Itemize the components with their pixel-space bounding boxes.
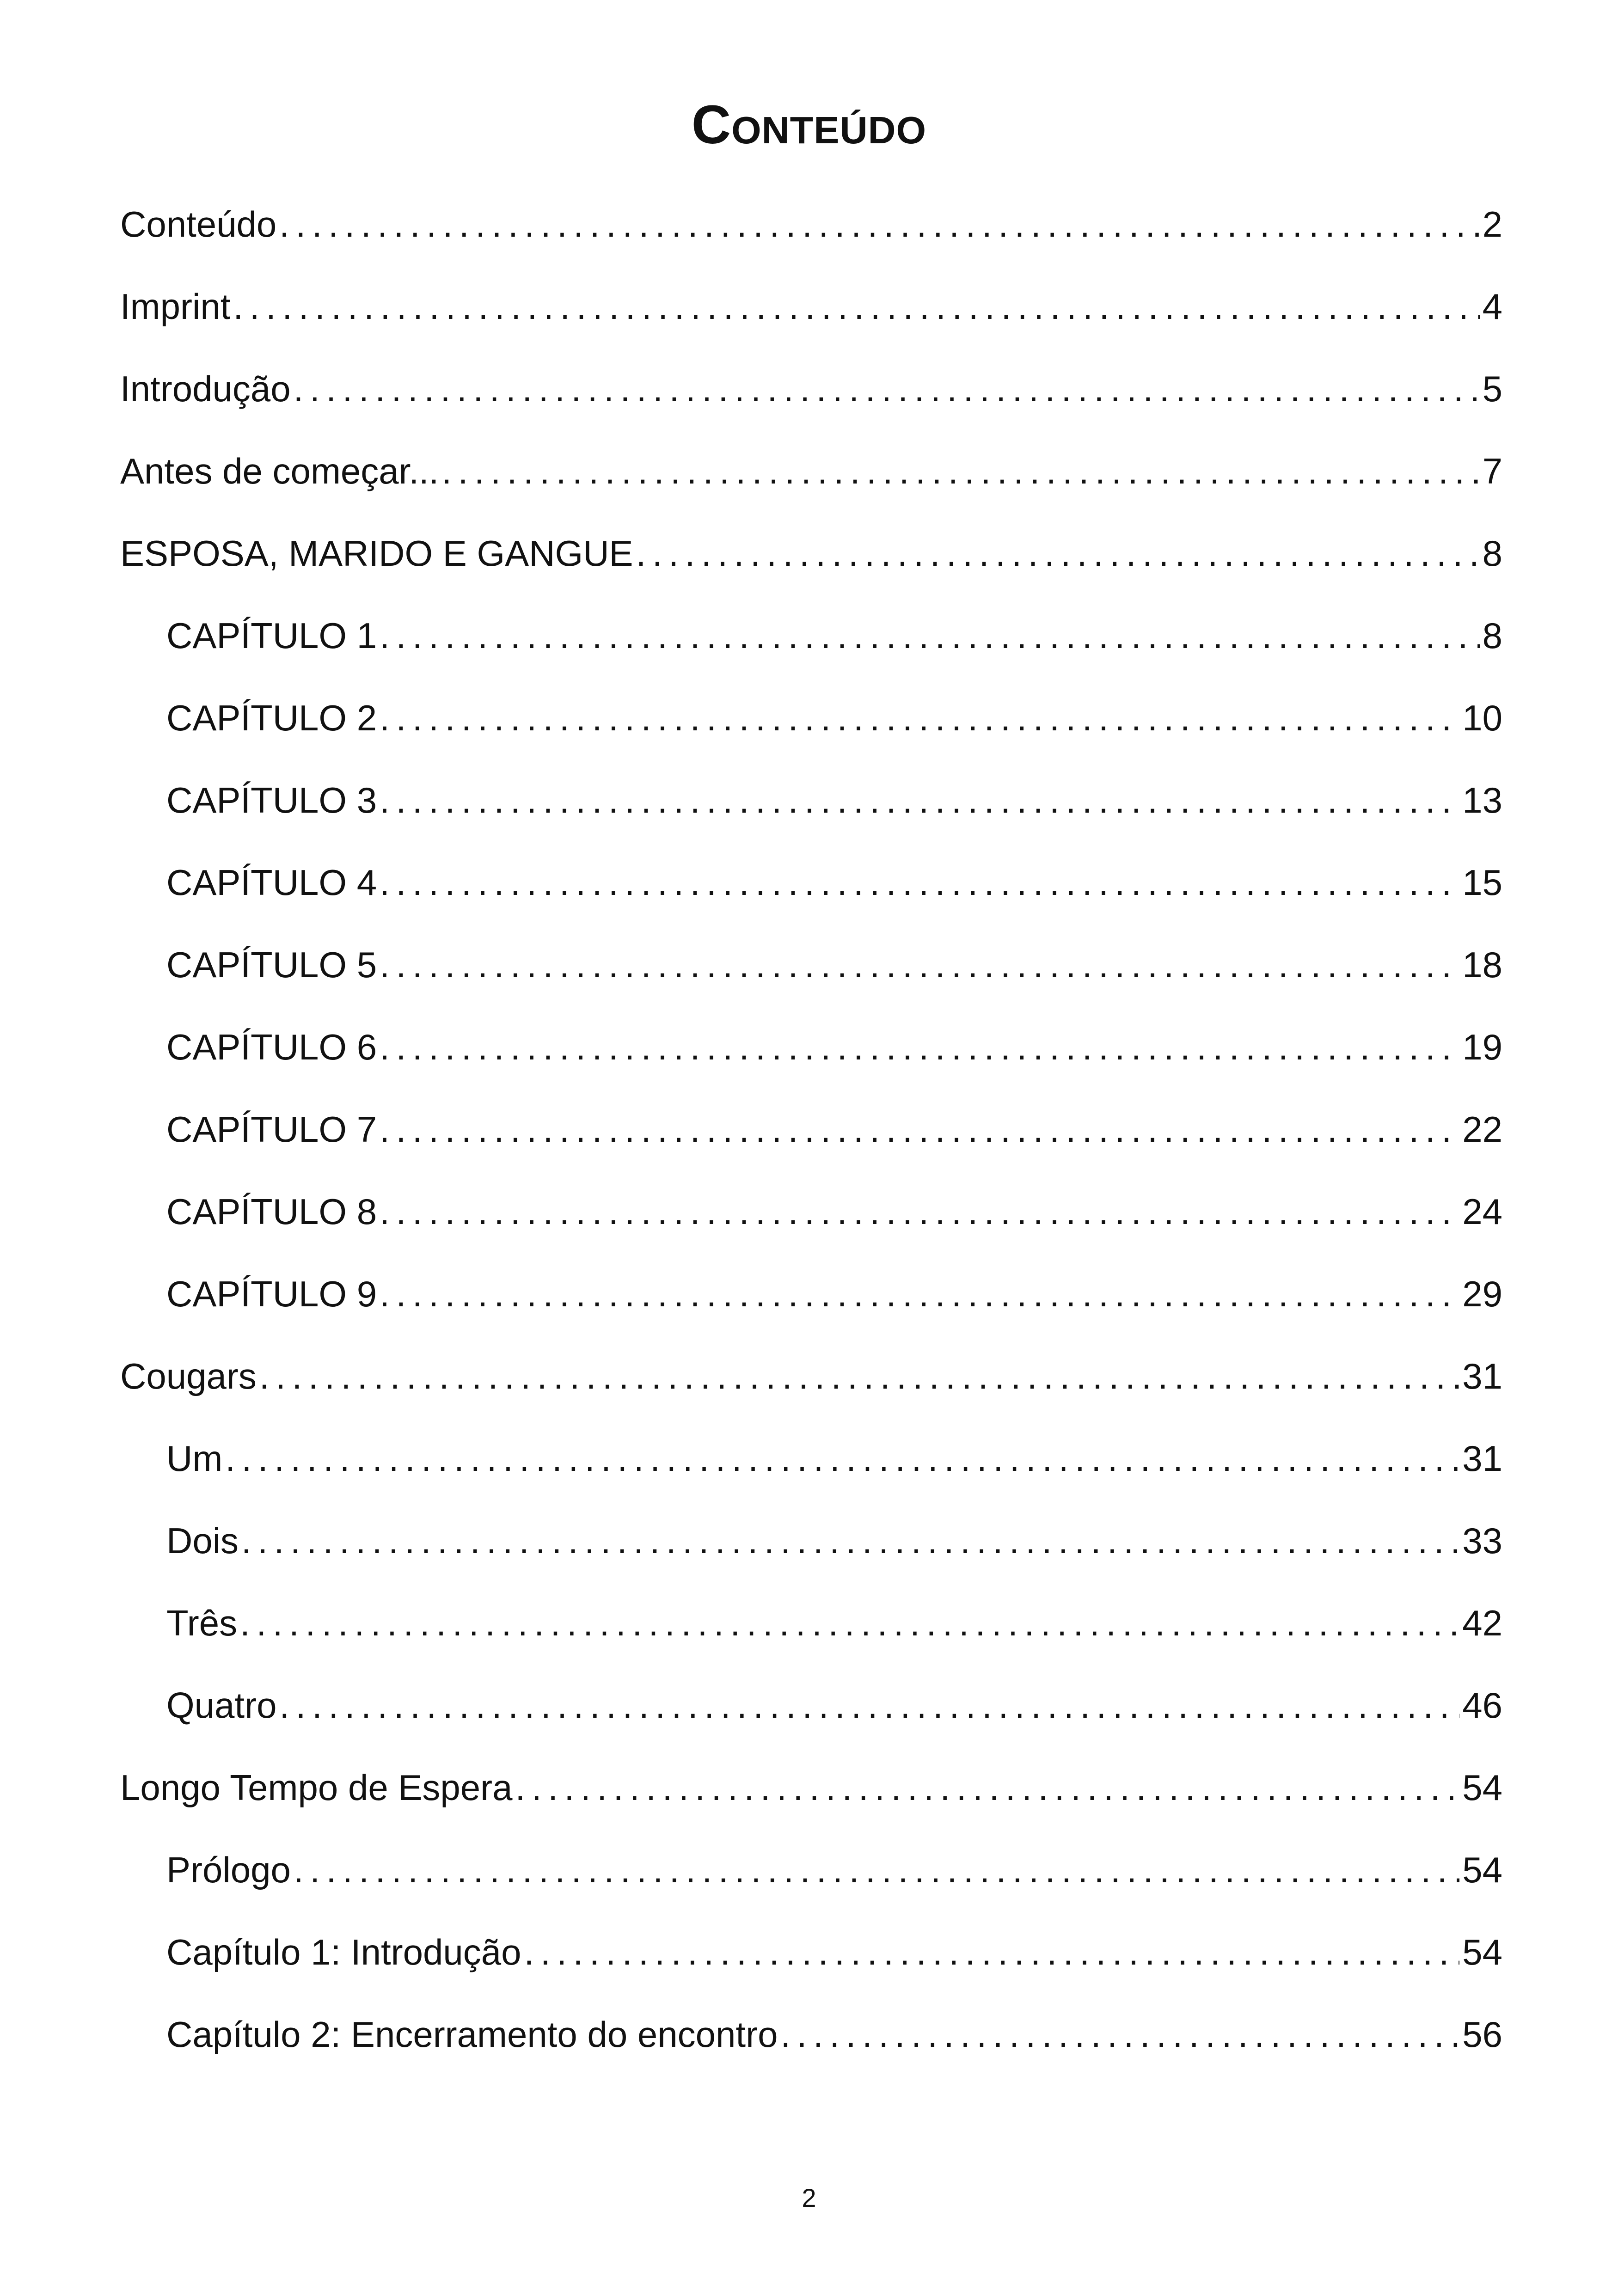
toc-entry-label: CAPÍTULO 2: [166, 698, 377, 738]
toc-dot-leader: [524, 1927, 1460, 1978]
toc-entry[interactable]: [120, 199, 1502, 281]
toc-entry-label: Cougars: [120, 1356, 257, 1396]
toc-dot-leader: [636, 528, 1480, 579]
toc-entry[interactable]: [120, 1433, 1502, 1515]
toc-entry-page: 42: [1462, 1603, 1502, 1643]
toc-entry-label: Imprint: [120, 286, 231, 327]
toc-dot-leader: [279, 1680, 1459, 1731]
toc-entry-label: Capítulo 1: Introdução: [166, 1932, 521, 1972]
toc-dot-leader: [241, 1515, 1459, 1566]
toc-entry-page: 31: [1462, 1356, 1502, 1396]
toc-dot-leader: [441, 446, 1479, 496]
toc-entry-label: ESPOSA, MARIDO E GANGUE: [120, 533, 633, 574]
toc-entry[interactable]: [120, 363, 1502, 446]
toc-entry[interactable]: [120, 1022, 1502, 1104]
toc-entry-page: 54: [1462, 1767, 1502, 1808]
toc-dot-leader: [380, 610, 1479, 661]
toc-entry[interactable]: [120, 1680, 1502, 1762]
toc-entry-page: 18: [1462, 944, 1502, 985]
toc-entry-label: Capítulo 2: Encerramento do encontro: [166, 2014, 778, 2055]
toc-dot-leader: [233, 281, 1479, 332]
toc-entry-page: 54: [1462, 1849, 1502, 1890]
toc-entry-label: Longo Tempo de Espera: [120, 1767, 513, 1808]
toc-entry[interactable]: [120, 1268, 1502, 1351]
toc-entry[interactable]: [120, 775, 1502, 857]
toc-entry-label: CAPÍTULO 1: [166, 615, 377, 656]
toc-dot-leader: [380, 1104, 1459, 1155]
toc-entry-page: 33: [1462, 1520, 1502, 1561]
toc-entry-page: 8: [1482, 615, 1502, 656]
toc-entry-label: Antes de começar...: [120, 451, 439, 491]
toc-entry-page: 19: [1462, 1027, 1502, 1067]
page-title: Conteúdo: [691, 94, 927, 155]
toc-entry[interactable]: [120, 939, 1502, 1022]
toc-dot-leader: [294, 363, 1480, 414]
toc-dot-leader: [294, 1844, 1459, 1895]
toc-dot-leader: [515, 1762, 1460, 1813]
toc-entry-page: 54: [1462, 1932, 1502, 1972]
toc-entry-page: 22: [1462, 1109, 1502, 1150]
toc-entry[interactable]: [120, 1844, 1502, 1927]
toc-entry-label: Um: [166, 1438, 223, 1479]
toc-dot-leader: [259, 1351, 1459, 1402]
toc-entry-page: 10: [1462, 698, 1502, 738]
toc-dot-leader: [279, 199, 1479, 250]
table-of-contents: [120, 199, 1502, 2091]
toc-entry-page: 24: [1462, 1191, 1502, 1232]
toc-dot-leader: [380, 775, 1459, 826]
toc-entry-page: 15: [1462, 862, 1502, 903]
toc-entry-page: 5: [1482, 368, 1502, 409]
toc-entry-label: Introdução: [120, 368, 291, 409]
toc-entry-page: 13: [1462, 780, 1502, 820]
toc-entry-label: Quatro: [166, 1685, 277, 1726]
toc-dot-leader: [780, 2009, 1459, 2060]
toc-entry-page: 7: [1482, 451, 1502, 491]
toc-entry-label: CAPÍTULO 3: [166, 780, 377, 820]
toc-entry-page: 29: [1462, 1274, 1502, 1314]
toc-dot-leader: [380, 1022, 1459, 1072]
page-number: 2: [802, 2183, 816, 2212]
toc-dot-leader: [225, 1433, 1459, 1484]
toc-entry-page: 8: [1482, 533, 1502, 574]
toc-entry-label: CAPÍTULO 7: [166, 1109, 377, 1150]
toc-entry-label: CAPÍTULO 5: [166, 944, 377, 985]
toc-entry-label: Prólogo: [166, 1849, 291, 1890]
toc-entry[interactable]: [120, 1598, 1502, 1680]
toc-dot-leader: [380, 1268, 1459, 1319]
toc-entry[interactable]: [120, 1186, 1502, 1268]
toc-dot-leader: [380, 692, 1459, 743]
toc-dot-leader: [240, 1598, 1459, 1648]
toc-dot-leader: [380, 857, 1459, 908]
toc-entry-label: CAPÍTULO 6: [166, 1027, 377, 1067]
toc-entry-page: 2: [1482, 204, 1502, 245]
toc-dot-leader: [380, 939, 1459, 990]
toc-entry[interactable]: [120, 281, 1502, 363]
toc-entry-label: CAPÍTULO 9: [166, 1274, 377, 1314]
toc-entry[interactable]: [120, 857, 1502, 939]
toc-entry[interactable]: [120, 1104, 1502, 1186]
toc-entry-label: Conteúdo: [120, 204, 277, 245]
toc-entry[interactable]: [120, 692, 1502, 775]
toc-entry-page: 4: [1482, 286, 1502, 327]
toc-dot-leader: [380, 1186, 1459, 1237]
toc-entry-label: Três: [166, 1603, 238, 1643]
toc-entry[interactable]: [120, 2009, 1502, 2091]
toc-entry[interactable]: [120, 610, 1502, 692]
toc-entry-label: CAPÍTULO 8: [166, 1191, 377, 1232]
toc-entry[interactable]: [120, 1351, 1502, 1433]
toc-entry-page: 46: [1462, 1685, 1502, 1726]
toc-entry[interactable]: [120, 446, 1502, 528]
toc-entry[interactable]: [120, 1515, 1502, 1598]
toc-entry-page: 31: [1462, 1438, 1502, 1479]
toc-entry-label: CAPÍTULO 4: [166, 862, 377, 903]
toc-entry-label: Dois: [166, 1520, 239, 1561]
toc-entry[interactable]: [120, 1927, 1502, 2009]
toc-entry-page: 56: [1462, 2014, 1502, 2055]
toc-entry[interactable]: [120, 528, 1502, 610]
toc-entry[interactable]: [120, 1762, 1502, 1844]
